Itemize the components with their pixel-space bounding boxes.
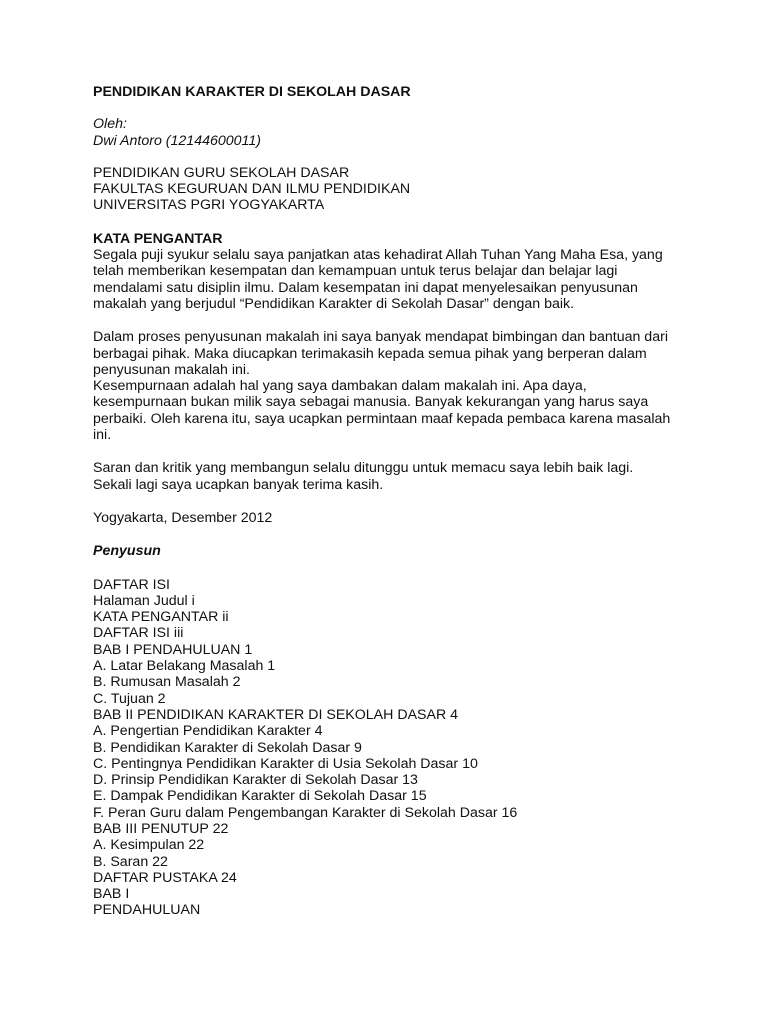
institution-block: [93, 165, 693, 214]
paragraph-line: makalah yang berjudul “Pendidikan Karakter di Sekolah Dasar” dengan baik.: [93, 295, 575, 312]
toc-entry: A. Latar Belakang Masalah 1: [93, 658, 276, 675]
toc-entry: BAB I PENDAHULUAN 1: [93, 641, 253, 658]
toc-entry: C. Tujuan 2: [93, 690, 166, 707]
document-page: [93, 84, 693, 919]
toc-entry: DAFTAR ISI: [93, 576, 170, 593]
spacer: [93, 312, 693, 329]
paragraph-line: Dalam proses penyusunan makalah ini saya banyak mendapat bimbingan dan bantuan dari: [93, 329, 668, 346]
spacer: [93, 443, 693, 460]
institution-line: PENDIDIKAN GURU SEKOLAH DASAR: [93, 164, 350, 181]
toc-entry: Halaman Judul i: [93, 592, 195, 609]
toc-entry: E. Dampak Pendidikan Karakter di Sekolah Dasar 15: [93, 788, 427, 805]
spacer: [93, 100, 693, 116]
paragraph-line: kesempurnaan bukan milik saya sebagai manusia. Banyak kekurangan yang harus saya: [93, 394, 649, 411]
toc-entry: BAB III PENUTUP 22: [93, 820, 229, 837]
paragraph-line: perbaiki. Oleh karena itu, saya ucapkan permintaan maaf kepada pembaca karena masalah: [93, 410, 671, 427]
document-title: PENDIDIKAN KARAKTER DI SEKOLAH DASAR: [93, 84, 411, 100]
toc-entry: A. Kesimpulan 22: [93, 837, 205, 854]
author-name: Dwi Antoro (12144600011): [93, 132, 261, 149]
toc-entry: PENDAHULUAN: [93, 902, 201, 919]
toc-entry: B. Pendidikan Karakter di Sekolah Dasar 9: [93, 739, 362, 756]
toc-entry: A. Pengertian Pendidikan Karakter 4: [93, 723, 323, 740]
paragraph-line: mendalami satu disiplin ilmu. Dalam kesempatan ini dapat menyelesaikan penyusunan: [93, 279, 638, 296]
paragraph-line: Segala puji syukur selalu saya panjatkan atas kehadirat Allah Tuhan Yang Maha Esa, yang: [93, 247, 663, 264]
table-of-contents: [93, 577, 693, 919]
toc-entry: B. Rumusan Masalah 2: [93, 674, 241, 691]
signature-label: Penyusun: [93, 543, 161, 560]
toc-entry: BAB II PENDIDIKAN KARAKTER DI SEKOLAH DASAR 4: [93, 706, 459, 723]
toc-entry: DAFTAR ISI iii: [93, 625, 184, 642]
preface-paragraph-2: [93, 329, 693, 443]
paragraph-line: ini.: [93, 427, 112, 444]
preface-paragraph-3: [93, 460, 693, 493]
toc-entry: DAFTAR PUSTAKA 24: [93, 869, 237, 886]
paragraph-line: Kesempurnaan adalah hal yang saya dambakan dalam makalah ini. Apa daya,: [93, 378, 587, 395]
spacer: [93, 214, 693, 231]
toc-entry: F. Peran Guru dalam Pengembangan Karakter di Sekolah Dasar 16: [93, 804, 518, 821]
spacer: [93, 149, 693, 165]
toc-entry: C. Pentingnya Pendidikan Karakter di Usia Sekolah Dasar 10: [93, 755, 478, 772]
toc-entry: B. Saran 22: [93, 853, 168, 870]
preface-heading: KATA PENGANTAR: [93, 230, 223, 247]
institution-line: FAKULTAS KEGURUAN DAN ILMU PENDIDIKAN: [93, 181, 411, 198]
spacer: [93, 493, 693, 510]
spacer: [93, 560, 693, 577]
toc-entry: D. Prinsip Pendidikan Karakter di Sekolah Dasar 13: [93, 772, 418, 789]
toc-entry: KATA PENGANTAR ii: [93, 609, 229, 626]
preface-paragraph-1: [93, 247, 693, 312]
paragraph-line: Saran dan kritik yang membangun selalu ditunggu untuk memacu saya lebih baik lagi.: [93, 460, 634, 477]
toc-entry: BAB I: [93, 886, 130, 903]
paragraph-line: berbagai pihak. Maka diucapkan terimakasih kepada semua pihak yang berperan dalam: [93, 345, 647, 362]
paragraph-line: Sekali lagi saya ucapkan banyak terima kasih.: [93, 476, 384, 493]
spacer: [93, 526, 693, 543]
paragraph-line: penyusunan makalah ini.: [93, 361, 250, 378]
place-date: Yogyakarta, Desember 2012: [93, 509, 273, 526]
by-label: Oleh:: [93, 116, 127, 133]
paragraph-line: telah memberikan kesempatan dan kemampuan untuk terus belajar dan belajar lagi: [93, 263, 618, 280]
institution-line: UNIVERSITAS PGRI YOGYAKARTA: [93, 197, 325, 214]
